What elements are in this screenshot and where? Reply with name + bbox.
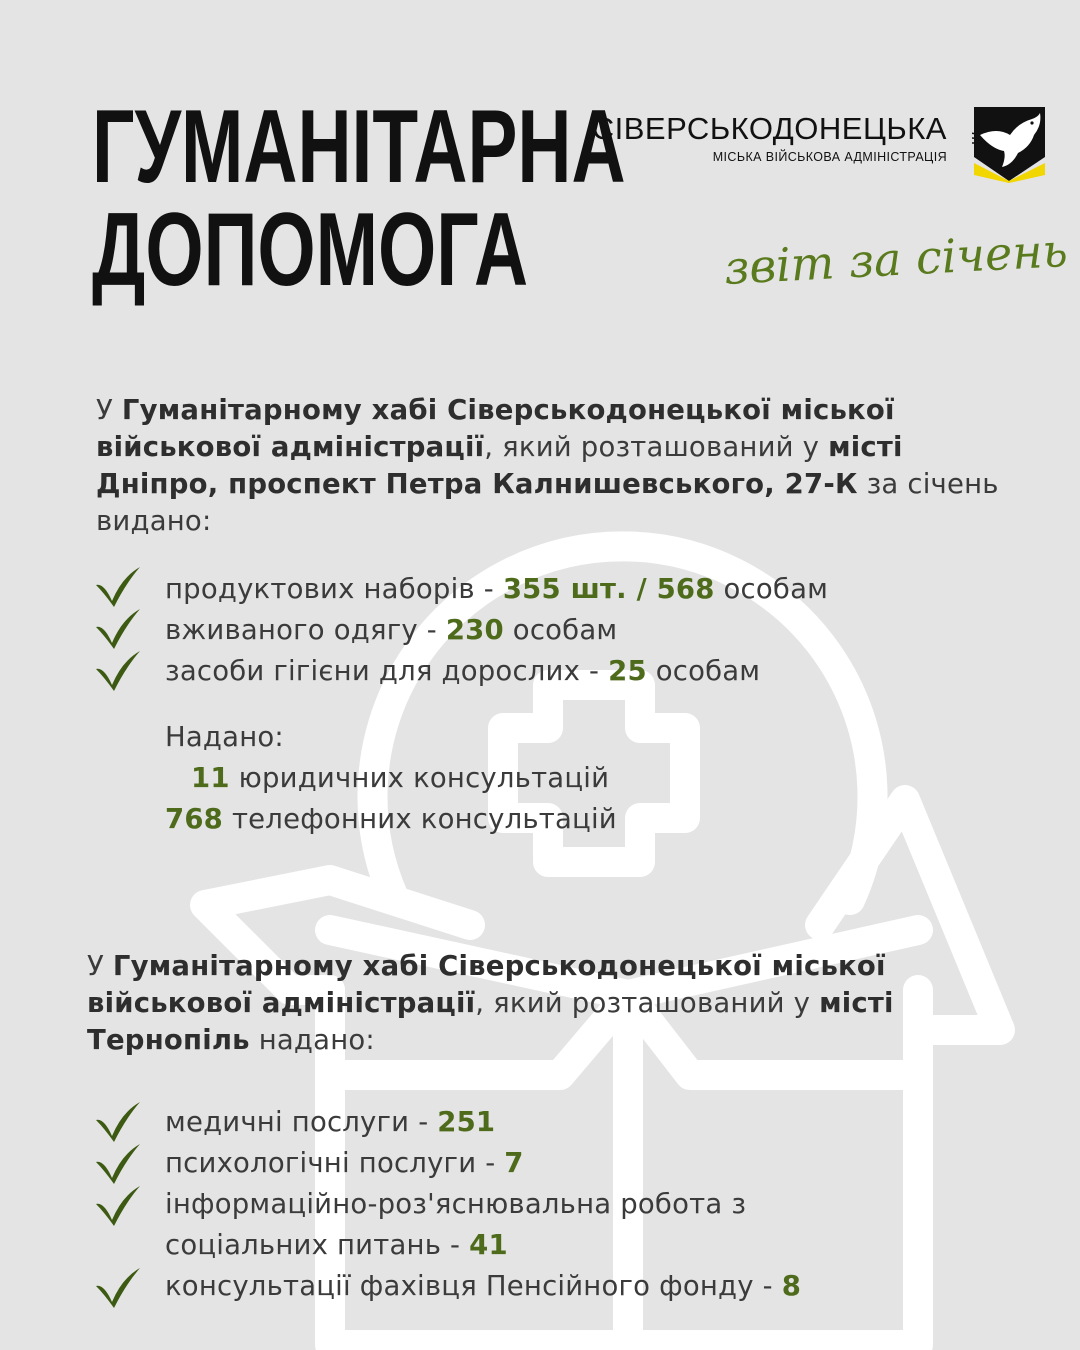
list-item-continuation: соціальних питань - 41 [165, 1229, 508, 1261]
ternopil-items [165, 1102, 801, 1307]
hub-name: Гуманітарному хабі Сіверськодонецької міської військової адміністрації [96, 394, 895, 463]
checkmark-icon [94, 1142, 142, 1186]
dove-shield-icon [972, 105, 1047, 183]
handwritten-note: звіт за січень [722, 223, 1069, 295]
list-item: психологічні послуги - 7 [165, 1147, 524, 1179]
page-title [92, 89, 626, 308]
hub-name: Гуманітарному хабі Сіверськодонецької міської військової адміністрації [87, 950, 886, 1019]
checkmark-icon [94, 607, 142, 651]
list-item: інформаційно-роз'яснювальна робота з [165, 1188, 747, 1220]
title-line-1: ГУМАНІТАРНА [92, 89, 626, 205]
list-item: 768 телефонних консультацій [165, 803, 617, 835]
checkmark-icon [94, 1266, 142, 1310]
title-line-2: ДОПОМОГА [92, 192, 529, 308]
organization-logo [592, 112, 947, 164]
list-item: 11 юридичних консультацій [191, 762, 610, 794]
ternopil-intro: У Гуманітарному хабі Сіверськодонецької міської військової адміністрації, який розташований у місті Тернопіль надано: [87, 950, 894, 1056]
dnipro-items [165, 569, 828, 840]
list-item: вживаного одягу - 230 особам [165, 614, 618, 646]
dnipro-intro: У Гуманітарному хабі Сіверськодонецької міської військової адміністрації, який розташований у місті Дніпро, проспект Петра Калнишевського, 27-К за січень видано: [96, 394, 999, 537]
checkmark-icon [94, 1184, 142, 1228]
hub-city: місті Тернопіль [87, 987, 894, 1056]
hub-address: місті Дніпро, проспект Петра Калнишевського, 27-К [96, 431, 903, 500]
checkmark-icon [94, 565, 142, 609]
checkmark-icon [94, 649, 142, 693]
checkmark-icon [94, 1100, 142, 1144]
provided-label: Надано: [165, 721, 284, 753]
list-item: медичні послуги - 251 [165, 1106, 496, 1138]
list-item: консультації фахівця Пенсійного фонду - 8 [165, 1270, 802, 1302]
list-item: засоби гігієни для дорослих - 25 особам [165, 655, 761, 687]
logo-name: СІВЕРСЬКОДОНЕЦЬКА [591, 111, 947, 146]
logo-subtitle: МІСЬКА ВІЙСЬКОВА АДМІНІСТРАЦІЯ [712, 150, 947, 164]
list-item: продуктових наборів - 355 шт. / 568 особам [165, 573, 829, 605]
